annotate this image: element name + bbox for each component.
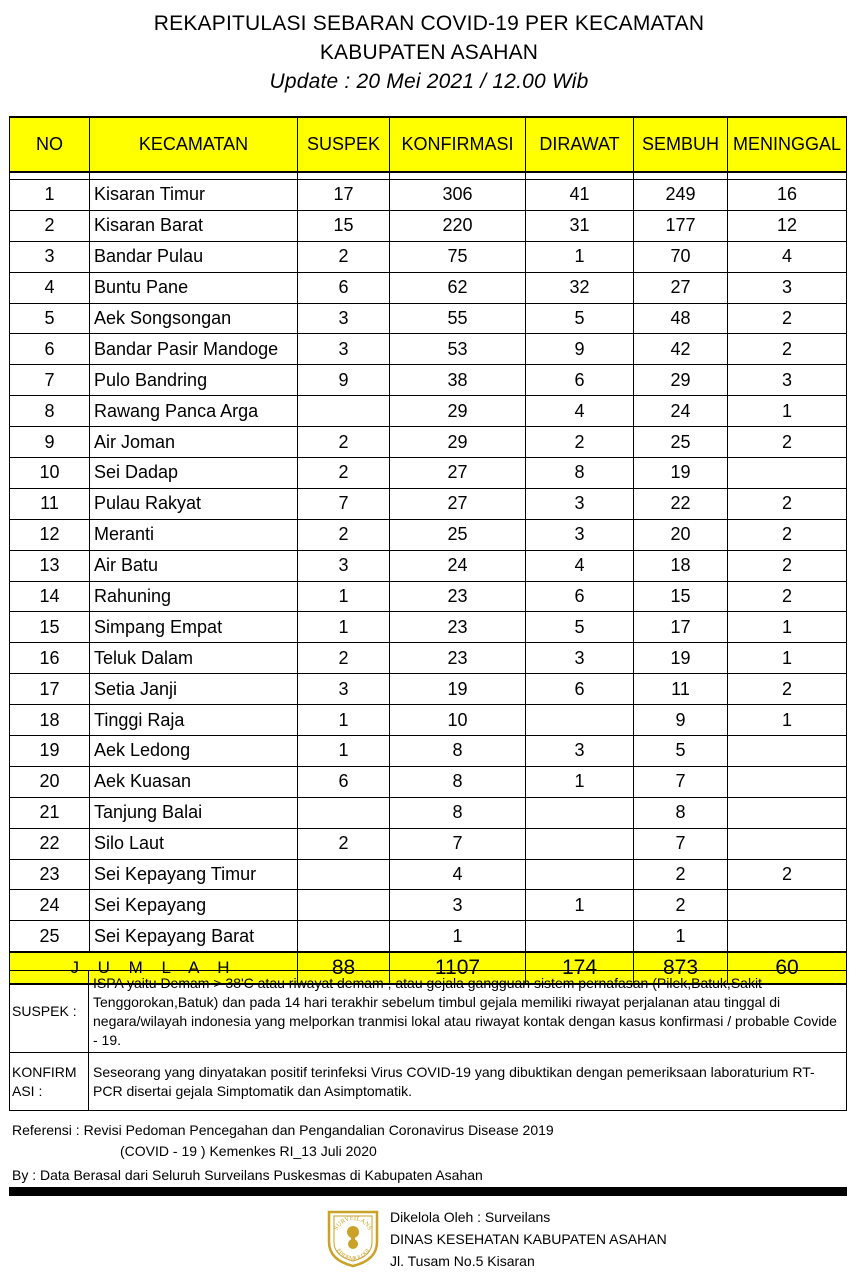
cell-kecamatan: Aek Songsongan [90,303,298,334]
table-row [10,828,847,859]
cell-suspek: 7 [298,488,390,519]
cell-sembuh: 8 [634,797,728,828]
cell-konfirmasi: 25 [390,519,526,550]
cell-no: 6 [10,334,90,365]
cell-no: 17 [10,674,90,705]
cell-dirawat: 1 [526,241,634,272]
cell-sembuh: 70 [634,241,728,272]
cell-sembuh: 9 [634,705,728,736]
cell-konfirmasi: 8 [390,797,526,828]
report-subtitle: KABUPATEN ASAHAN [319,41,539,64]
total-dirawat: 174 [526,952,634,984]
cell-no: 14 [10,581,90,612]
logo-bottom-text: EPIDEMIOLOGI [335,1247,371,1263]
table-row [10,334,847,365]
cell-dirawat: 3 [526,643,634,674]
cell-dirawat: 3 [526,736,634,767]
cell-dirawat: 9 [526,334,634,365]
cell-dirawat: 6 [526,581,634,612]
definition-suspek-row [10,971,847,1053]
table-row [10,241,847,272]
cell-meninggal: 2 [728,427,847,458]
col-header-meninggal: MENINGGAL [728,117,847,172]
cell-dirawat: 3 [526,519,634,550]
logo-top-text: SURVEILANS [332,1214,374,1232]
table-row [10,797,847,828]
cell-dirawat: 5 [526,612,634,643]
cell-sembuh: 27 [634,272,728,303]
table-row [10,427,847,458]
cell-no: 19 [10,736,90,767]
cell-kecamatan: Kisaran Timur [90,180,298,211]
cell-kecamatan: Rahuning [90,581,298,612]
cell-meninggal: 1 [728,612,847,643]
reference-line-1: Referensi : Revisi Pedoman Pencegahan dan Pengandalian Coronavirus Disease 2019 [12,1122,554,1138]
definition-suspek-text: ISPA yaitu Demam > 38'C atau riwayat demam ; atau gejala gangguan sistem pernafasan (Pilek,Batuk,Sakit Tenggorokan,Batuk) dan pada 14 hari terakhir sebelum timbul gejala memiliki riwayat perjalanan atau tinggal di negara/wilayah indonesia yang melporkan tranmisi lokal atau riwayat kontak dengan kasus konfirmasi / probable Covide - 19. [89,971,847,1053]
cell-konfirmasi: 23 [390,581,526,612]
cell-kecamatan: Rawang Panca Arga [90,396,298,427]
cell-sembuh: 2 [634,890,728,921]
cell-no: 23 [10,859,90,890]
cell-sembuh: 249 [634,180,728,211]
table-row [10,674,847,705]
col-header-dirawat: DIRAWAT [526,117,634,172]
cell-kecamatan: Sei Kepayang Timur [90,859,298,890]
cell-dirawat: 41 [526,180,634,211]
cell-sembuh: 7 [634,766,728,797]
cell-konfirmasi: 23 [390,612,526,643]
update-date: Update : 20 Mei 2021 / 12.00 Wib [269,70,589,93]
agency-name: DINAS KESEHATAN KABUPATEN ASAHAN [390,1231,667,1247]
reference-line-2: (COVID - 19 ) Kemenkes RI_13 Juli 2020 [120,1143,377,1159]
table-row [10,365,847,396]
cell-kecamatan: Sei Kepayang [90,890,298,921]
col-header-konfirmasi: KONFIRMASI [390,117,526,172]
cell-kecamatan: Sei Dadap [90,458,298,489]
cell-konfirmasi: 8 [390,766,526,797]
cell-konfirmasi: 27 [390,458,526,489]
cell-suspek: 1 [298,705,390,736]
cell-sembuh: 22 [634,488,728,519]
cell-meninggal: 2 [728,581,847,612]
cell-no: 1 [10,180,90,211]
cell-suspek: 2 [298,643,390,674]
definition-konfirmasi-row [10,1053,847,1111]
cell-sembuh: 5 [634,736,728,767]
cell-konfirmasi: 38 [390,365,526,396]
cell-dirawat [526,705,634,736]
cell-dirawat: 1 [526,766,634,797]
col-header-suspek: SUSPEK [298,117,390,172]
cell-dirawat: 2 [526,427,634,458]
totals-label: J U M L A H [10,952,298,984]
cell-dirawat [526,859,634,890]
table-row [10,890,847,921]
cell-no: 2 [10,210,90,241]
table-row [10,766,847,797]
cell-kecamatan: Bandar Pulau [90,241,298,272]
cell-konfirmasi: 24 [390,550,526,581]
cell-suspek: 3 [298,550,390,581]
cell-sembuh: 1 [634,921,728,952]
cell-dirawat [526,921,634,952]
cell-sembuh: 11 [634,674,728,705]
cell-dirawat: 1 [526,890,634,921]
cell-meninggal: 1 [728,643,847,674]
cell-kecamatan: Simpang Empat [90,612,298,643]
cell-sembuh: 18 [634,550,728,581]
cell-kecamatan: Sei Kepayang Barat [90,921,298,952]
cell-no: 8 [10,396,90,427]
cell-dirawat [526,828,634,859]
table-row [10,612,847,643]
cell-kecamatan: Tinggi Raja [90,705,298,736]
table-row [10,859,847,890]
cell-sembuh: 20 [634,519,728,550]
cell-konfirmasi: 23 [390,643,526,674]
cell-konfirmasi: 220 [390,210,526,241]
cell-konfirmasi: 75 [390,241,526,272]
table-row [10,488,847,519]
cell-meninggal: 12 [728,210,847,241]
cell-dirawat: 6 [526,365,634,396]
cell-suspek [298,921,390,952]
cell-sembuh: 42 [634,334,728,365]
total-sembuh: 873 [634,952,728,984]
cell-suspek: 2 [298,427,390,458]
cell-dirawat: 32 [526,272,634,303]
table-row [10,210,847,241]
cell-no: 18 [10,705,90,736]
cell-no: 3 [10,241,90,272]
table-row [10,550,847,581]
table-row [10,581,847,612]
cell-no: 22 [10,828,90,859]
cell-kecamatan: Aek Ledong [90,736,298,767]
cell-konfirmasi: 7 [390,828,526,859]
managed-by: Dikelola Oleh : Surveilans [390,1209,551,1225]
cell-no: 20 [10,766,90,797]
cell-meninggal: 1 [728,396,847,427]
data-source-note: By : Data Berasal dari Seluruh Surveilans Puskesmas di Kabupaten Asahan [12,1167,483,1183]
cell-suspek: 17 [298,180,390,211]
cell-suspek: 2 [298,241,390,272]
cell-meninggal: 2 [728,519,847,550]
table-row [10,921,847,952]
total-konfirmasi: 1107 [390,952,526,984]
cell-suspek: 2 [298,519,390,550]
cell-kecamatan: Teluk Dalam [90,643,298,674]
cell-dirawat: 8 [526,458,634,489]
cell-no: 13 [10,550,90,581]
cell-meninggal: 2 [728,550,847,581]
cell-suspek [298,859,390,890]
definition-konfirmasi-text: Seseorang yang dinyatakan positif terinfeksi Virus COVID-19 yang dibuktikan dengan pemeriksaan laboraturium RT-PCR disertai gejala Simptomatik dan Asimptomatik. [89,1053,847,1111]
cell-dirawat: 3 [526,488,634,519]
table-header-row [10,117,847,172]
cell-meninggal [728,736,847,767]
surveilans-epidemiologi-logo-icon [325,1206,381,1268]
table-row [10,736,847,767]
agency-address: Jl. Tusam No.5 Kisaran [390,1253,535,1269]
cell-konfirmasi: 19 [390,674,526,705]
cell-konfirmasi: 62 [390,272,526,303]
cell-meninggal: 2 [728,303,847,334]
table-row [10,458,847,489]
cell-no: 9 [10,427,90,458]
cell-suspek: 1 [298,736,390,767]
cell-no: 5 [10,303,90,334]
cell-kecamatan: Setia Janji [90,674,298,705]
cell-suspek: 3 [298,334,390,365]
cell-no: 7 [10,365,90,396]
cell-suspek: 3 [298,674,390,705]
cell-no: 25 [10,921,90,952]
cell-meninggal [728,766,847,797]
cell-dirawat: 6 [526,674,634,705]
cell-meninggal: 4 [728,241,847,272]
cell-meninggal: 2 [728,859,847,890]
table-row [10,643,847,674]
cell-konfirmasi: 306 [390,180,526,211]
cell-dirawat [526,797,634,828]
cell-kecamatan: Pulo Bandring [90,365,298,396]
cell-no: 21 [10,797,90,828]
cell-kecamatan: Kisaran Barat [90,210,298,241]
cell-kecamatan: Tanjung Balai [90,797,298,828]
cell-konfirmasi: 1 [390,921,526,952]
cell-suspek: 2 [298,458,390,489]
cell-no: 16 [10,643,90,674]
cell-suspek [298,890,390,921]
cell-dirawat: 4 [526,550,634,581]
cell-suspek [298,396,390,427]
cell-meninggal: 2 [728,674,847,705]
footer-divider-bar [9,1187,847,1196]
cell-konfirmasi: 10 [390,705,526,736]
cell-suspek: 3 [298,303,390,334]
cell-meninggal: 2 [728,334,847,365]
cell-no: 10 [10,458,90,489]
cell-no: 4 [10,272,90,303]
cell-no: 12 [10,519,90,550]
cell-sembuh: 177 [634,210,728,241]
cell-kecamatan: Air Batu [90,550,298,581]
definition-konfirmasi-label: KONFIRM ASI : [10,1053,89,1111]
cell-suspek: 6 [298,272,390,303]
cell-kecamatan: Bandar Pasir Mandoge [90,334,298,365]
cell-sembuh: 25 [634,427,728,458]
table-row [10,396,847,427]
cell-meninggal [728,797,847,828]
cell-sembuh: 19 [634,458,728,489]
cell-kecamatan: Meranti [90,519,298,550]
cell-sembuh: 19 [634,643,728,674]
cell-suspek: 1 [298,612,390,643]
cell-konfirmasi: 29 [390,427,526,458]
col-header-sembuh: SEMBUH [634,117,728,172]
cell-suspek: 6 [298,766,390,797]
cell-meninggal [728,458,847,489]
recap-table [9,116,847,985]
cell-meninggal: 16 [728,180,847,211]
table-row [10,705,847,736]
table-row [10,303,847,334]
cell-sembuh: 15 [634,581,728,612]
cell-konfirmasi: 53 [390,334,526,365]
definitions-table [9,970,847,1111]
cell-suspek: 9 [298,365,390,396]
cell-konfirmasi: 4 [390,859,526,890]
total-meninggal: 60 [728,952,847,984]
cell-meninggal [728,921,847,952]
cell-meninggal: 3 [728,272,847,303]
cell-konfirmasi: 3 [390,890,526,921]
cell-no: 15 [10,612,90,643]
cell-meninggal [728,890,847,921]
cell-meninggal [728,828,847,859]
cell-meninggal: 3 [728,365,847,396]
cell-kecamatan: Aek Kuasan [90,766,298,797]
cell-kecamatan: Silo Laut [90,828,298,859]
table-row [10,519,847,550]
cell-dirawat: 5 [526,303,634,334]
cell-sembuh: 48 [634,303,728,334]
cell-sembuh: 7 [634,828,728,859]
col-header-no: NO [10,117,90,172]
col-header-kecamatan: KECAMATAN [90,117,298,172]
cell-suspek: 2 [298,828,390,859]
cell-kecamatan: Air Joman [90,427,298,458]
cell-konfirmasi: 29 [390,396,526,427]
table-row [10,180,847,211]
cell-sembuh: 24 [634,396,728,427]
cell-konfirmasi: 55 [390,303,526,334]
table-spacer-row [10,172,847,180]
table-row [10,272,847,303]
cell-sembuh: 29 [634,365,728,396]
cell-no: 11 [10,488,90,519]
cell-sembuh: 17 [634,612,728,643]
cell-kecamatan: Buntu Pane [90,272,298,303]
cell-konfirmasi: 8 [390,736,526,767]
cell-suspek [298,797,390,828]
cell-meninggal: 1 [728,705,847,736]
cell-no: 24 [10,890,90,921]
report-title: REKAPITULASI SEBARAN COVID-19 PER KECAMATAN [153,12,705,35]
cell-dirawat: 31 [526,210,634,241]
cell-kecamatan: Pulau Rakyat [90,488,298,519]
cell-suspek: 15 [298,210,390,241]
cell-suspek: 1 [298,581,390,612]
cell-dirawat: 4 [526,396,634,427]
cell-sembuh: 2 [634,859,728,890]
total-suspek: 88 [298,952,390,984]
cell-konfirmasi: 27 [390,488,526,519]
definition-suspek-label: SUSPEK : [10,971,89,1053]
cell-meninggal: 2 [728,488,847,519]
